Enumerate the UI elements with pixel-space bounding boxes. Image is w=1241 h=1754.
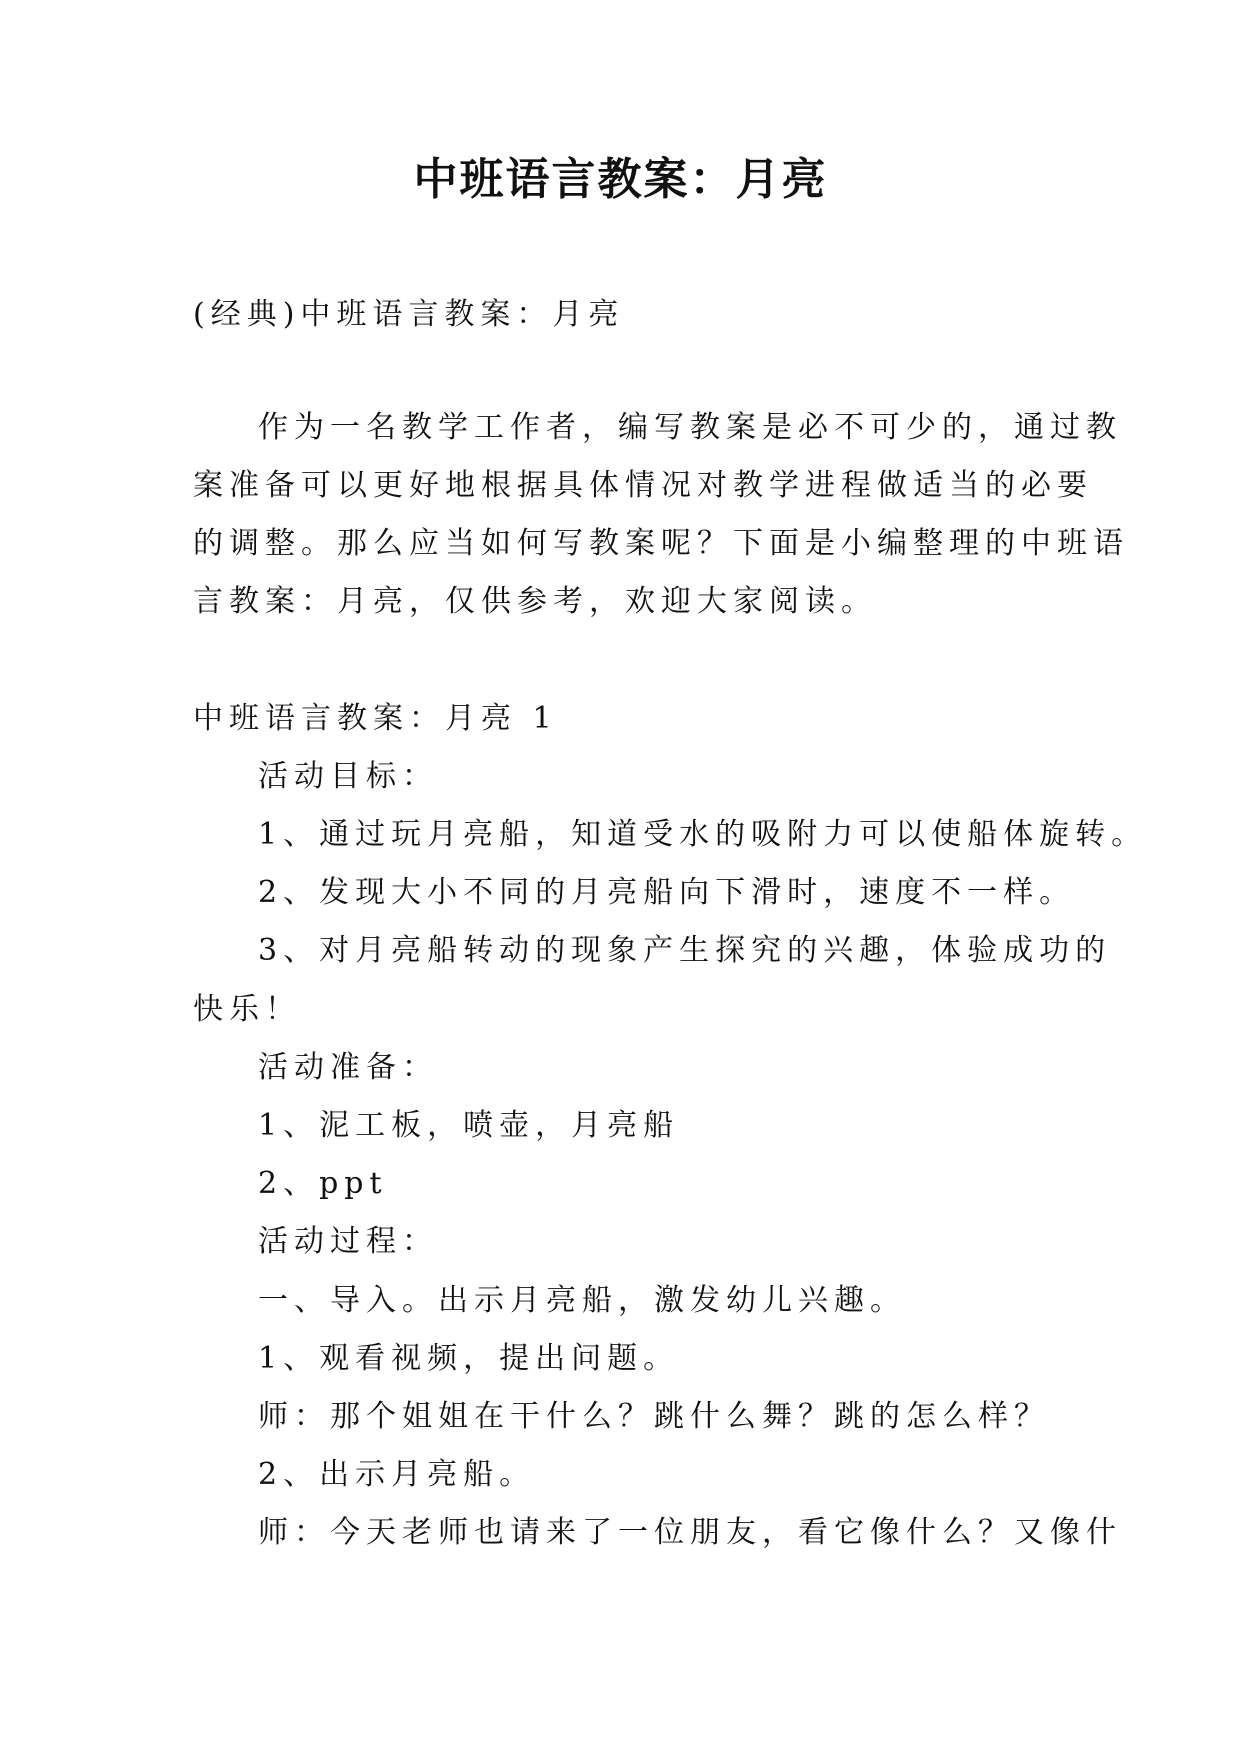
body-line-1: 活动目标： (258, 759, 438, 794)
body-line-8: 2、ppt (258, 1166, 388, 1201)
body-line-5: 快乐！ (193, 992, 301, 1027)
body-line-6: 活动准备： (258, 1050, 438, 1085)
body-line-13: 2、出示月亮船。 (258, 1457, 536, 1492)
body-line-7: 1、泥工板，喷壶，月亮船 (258, 1108, 680, 1143)
intro-line-3: 的调整。那么应当如何写教案呢？下面是小编整理的中班语 (193, 526, 1129, 561)
body-line-9: 活动过程： (258, 1224, 438, 1259)
body-line-3: 2、发现大小不同的月亮船向下滑时，速度不一样。 (258, 875, 1076, 910)
intro-line-2: 案准备可以更好地根据具体情况对教学进程做适当的必要 (193, 468, 1093, 503)
section-heading: 中班语言教案：月亮 1 (193, 701, 558, 736)
body-line-11: 1、观看视频，提出问题。 (258, 1341, 680, 1376)
intro-line-4: 言教案：月亮，仅供参考，欢迎大家阅读。 (193, 584, 877, 619)
body-line-14: 师：今天老师也请来了一位朋友，看它像什么？又像什 (258, 1515, 1122, 1550)
document-title: 中班语言教案：月亮 (413, 154, 828, 205)
body-line-10: 一、导入。出示月亮船，激发幼儿兴趣。 (258, 1283, 906, 1318)
body-line-12: 师：那个姐姐在干什么？跳什么舞？跳的怎么样？ (258, 1399, 1050, 1434)
body-line-2: 1、通过玩月亮船，知道受水的吸附力可以使船体旋转。 (258, 817, 1148, 852)
document-subtitle: (经典)中班语言教案：月亮 (193, 297, 625, 332)
body-line-4: 3、对月亮船转动的现象产生探究的兴趣，体验成功的 (258, 933, 1112, 968)
intro-line-1: 作为一名教学工作者，编写教案是必不可少的，通过教 (258, 410, 1122, 445)
